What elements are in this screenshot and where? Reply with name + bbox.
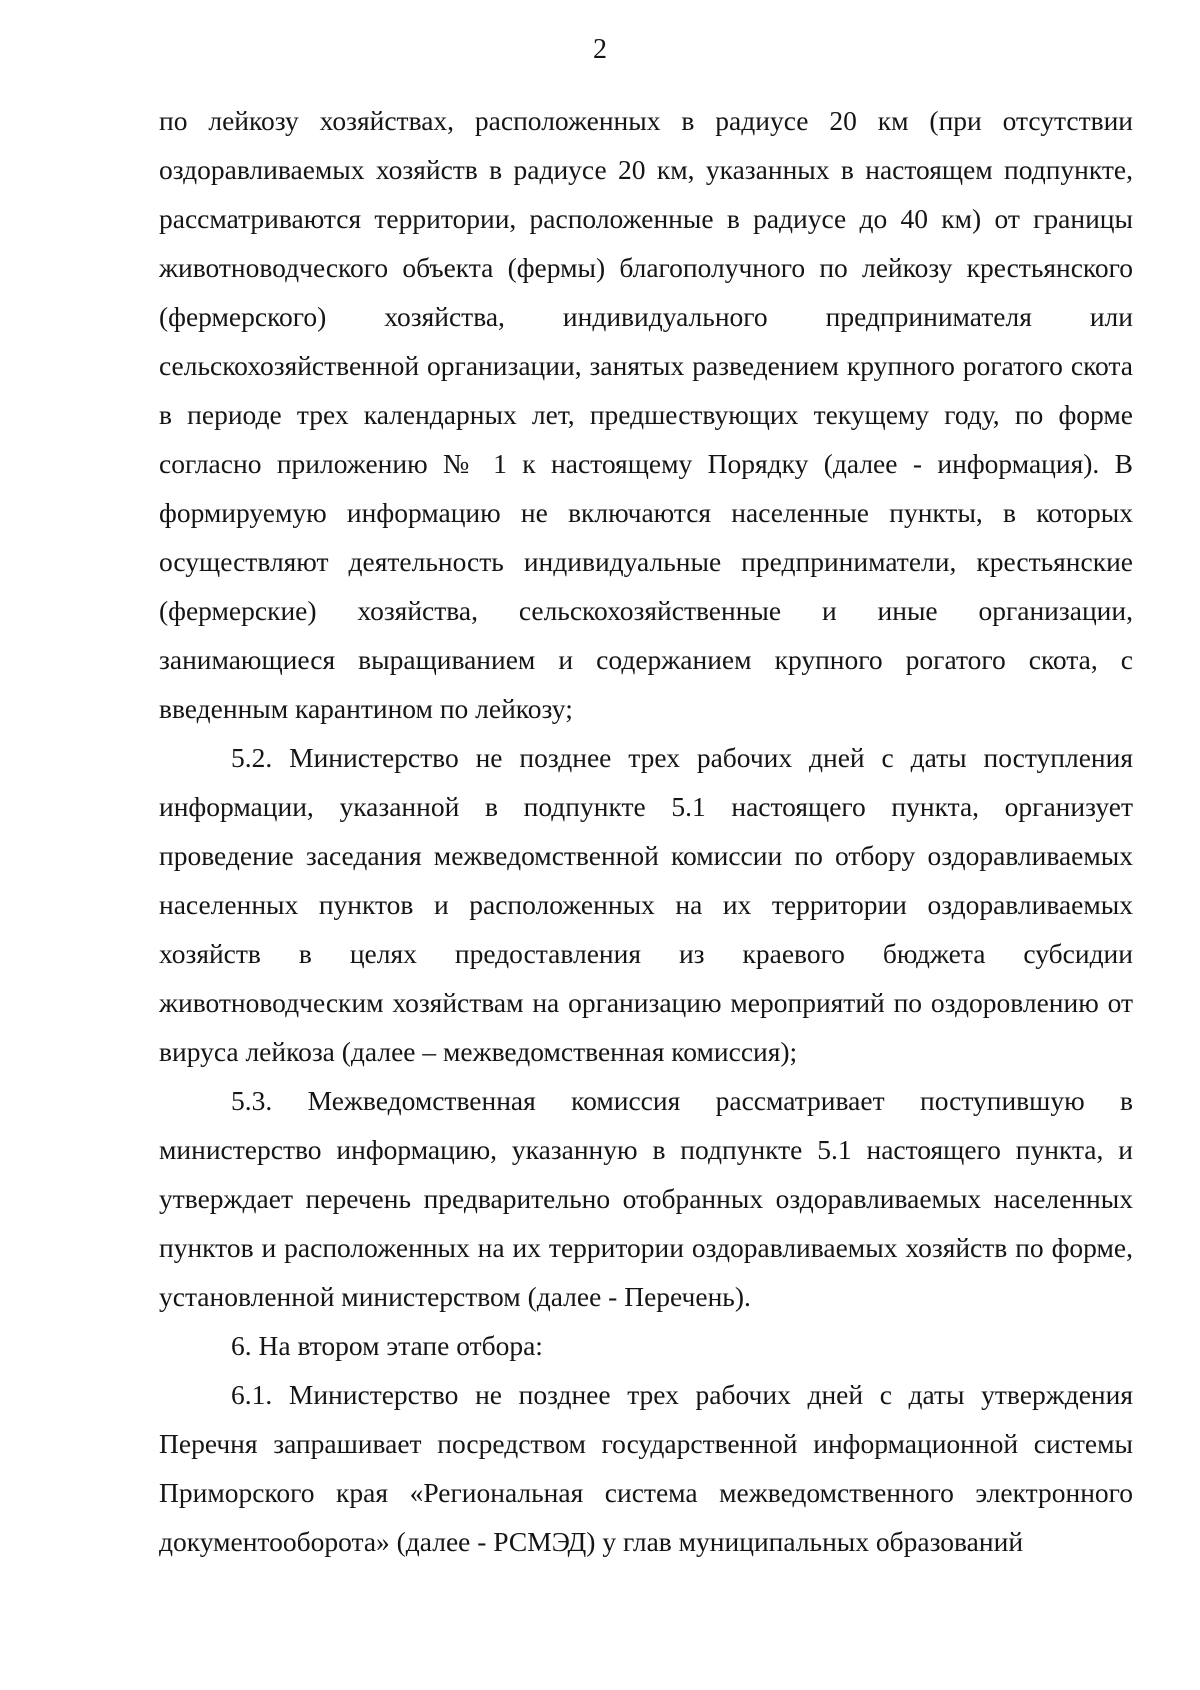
paragraph-continuation: по лейкозу хозяйствах, расположенных в радиусе 20 км (при отсутствии оздоравливаемых хозяйств в радиусе 20 км, указанных в настоящем подпункте, рассматриваются территории, расположенные в радиусе до 40 км) от границы животноводческого объекта (фермы) благополучного по лейкозу крестьянского (фермерского) хозяйства, индивидуального предпринимателя или сельскохозяйственной организации, занятых разведением крупного рогатого скота в периоде трех календарных лет, предшествующих текущему году, по форме согласно приложению № 1 к настоящему Порядку (далее - информация). В формируемую информацию не включаются населенные пункты, в которых осуществляют деятельность индивидуальные предприниматели, крестьянские (фермерские) хозяйства, сельскохозяйственные и иные организации, занимающиеся выращиванием и содержанием крупного рогатого скота, с введенным карантином по лейкозу; xyxy=(159,105,1133,724)
paragraph-5-3: 5.3. Межведомственная комиссия рассматривает поступившую в министерство информацию, указанную в подпункте 5.1 настоящего пункта, и утверждает перечень предварительно отобранных оздоравливаемых населенных пунктов и расположенных на их территории оздоравливаемых хозяйств по форме, установленной министерством (далее - Перечень). xyxy=(159,1085,1133,1312)
paragraph-6: 6. На втором этапе отбора: xyxy=(231,1330,543,1361)
document-body xyxy=(159,96,1133,1566)
paragraph-5-2: 5.2. Министерство не позднее трех рабочих дней с даты поступления информации, указанной в подпункте 5.1 настоящего пункта, организует проведение заседания межведомственной комиссии по отбору оздоравливаемых населенных пунктов и расположенных на их территории оздоравливаемых хозяйств в целях предоставления из краевого бюджета субсидии животноводческим хозяйствам на организацию мероприятий по оздоровлению от вируса лейкоза (далее – межведомственная комиссия); xyxy=(159,742,1133,1067)
page-number: 2 xyxy=(593,34,607,65)
paragraph-6-1: 6.1. Министерство не позднее трех рабочих дней с даты утверждения Перечня запрашивает посредством государственной информационной системы Приморского края «Региональная система межведомственного электронного документооборота» (далее - РСМЭД) у глав муниципальных образований xyxy=(159,1379,1133,1557)
